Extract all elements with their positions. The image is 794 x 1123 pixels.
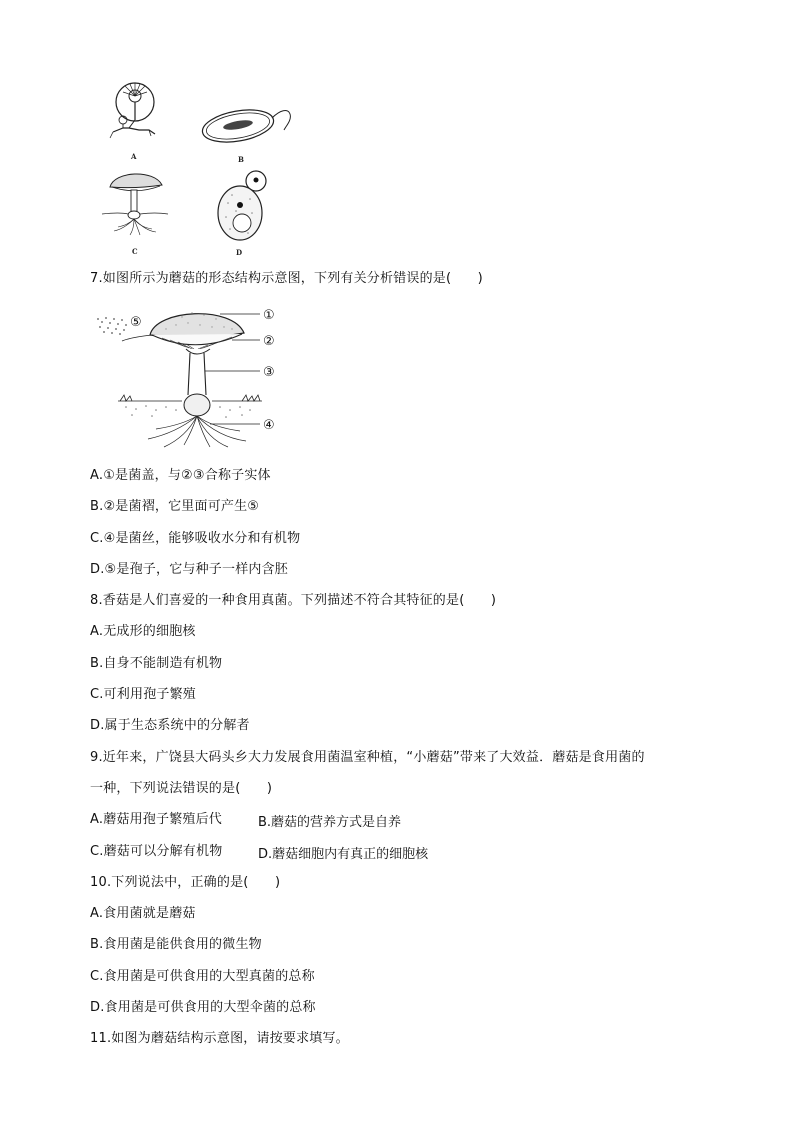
question-8-option-b: B.自身不能制造有机物 — [90, 656, 223, 671]
figure-label-d: D — [236, 248, 243, 257]
question-7-option-b: B.②是菌褶，它里面可产生⑤ — [90, 499, 260, 514]
figure-label-c: C — [132, 247, 138, 256]
mushroom-structure-diagram — [92, 297, 292, 452]
question-8-option-c: C.可利用孢子繁殖 — [90, 687, 197, 702]
question-10-option-c: C.食用菌是可供食用的大型真菌的总称 — [90, 969, 315, 984]
marker-4: ④ — [263, 418, 275, 433]
question-9-option-d: D.蘑菇细胞内有真正的细胞核 — [258, 847, 429, 862]
question-8-option-d: D.属于生态系统中的分解者 — [90, 718, 250, 733]
question-7-option-c: C.④是菌丝，能够吸收水分和有机物 — [90, 531, 301, 546]
yeast-icon — [212, 165, 272, 245]
question-9-stem-line-2: 一种，下列说法错误的是( ) — [90, 781, 273, 796]
question-10-stem: 10.下列说法中，正确的是( ) — [90, 875, 281, 890]
mold-icon — [105, 80, 165, 150]
question-10-option-b: B.食用菌是能供食用的微生物 — [90, 937, 262, 952]
question-8-stem: 8.香菇是人们喜爱的一种食用真菌。下列描述不符合其特征的是( ) — [90, 593, 497, 608]
question-7-option-d: D.⑤是孢子，它与种子一样内含胚 — [90, 562, 288, 577]
marker-2: ② — [263, 334, 275, 349]
question-7-stem: 7.如图所示为蘑菇的形态结构示意图，下列有关分析错误的是( ) — [90, 271, 483, 286]
question-9-option-c: C.蘑菇可以分解有机物 — [90, 844, 223, 859]
question-7-option-a: A.①是菌盖，与②③合称子实体 — [90, 468, 271, 483]
bacterium-icon — [196, 100, 296, 150]
figure-label-a: A — [131, 152, 137, 161]
marker-5: ⑤ — [130, 315, 142, 330]
question-10-option-a: A.食用菌就是蘑菇 — [90, 906, 196, 921]
question-9-stem-line-1: 9.近年来，广饶县大码头乡大力发展食用菌温室种植，“小蘑菇”带来了大效益．蘑菇是食用菌的 — [90, 750, 645, 765]
marker-3: ③ — [263, 365, 275, 380]
question-8-option-a: A.无成形的细胞核 — [90, 624, 196, 639]
question-9-option-b: B.蘑菇的营养方式是自养 — [258, 815, 402, 830]
mushroom-icon — [100, 165, 170, 240]
question-11-stem: 11.如图为蘑菇结构示意图，请按要求填写。 — [90, 1031, 349, 1046]
marker-1: ① — [263, 308, 275, 323]
question-10-option-d: D.食用菌是可供食用的大型伞菌的总称 — [90, 1000, 316, 1015]
figure-label-b: B — [238, 155, 244, 164]
question-9-option-a: A.蘑菇用孢子繁殖后代 — [90, 812, 222, 827]
